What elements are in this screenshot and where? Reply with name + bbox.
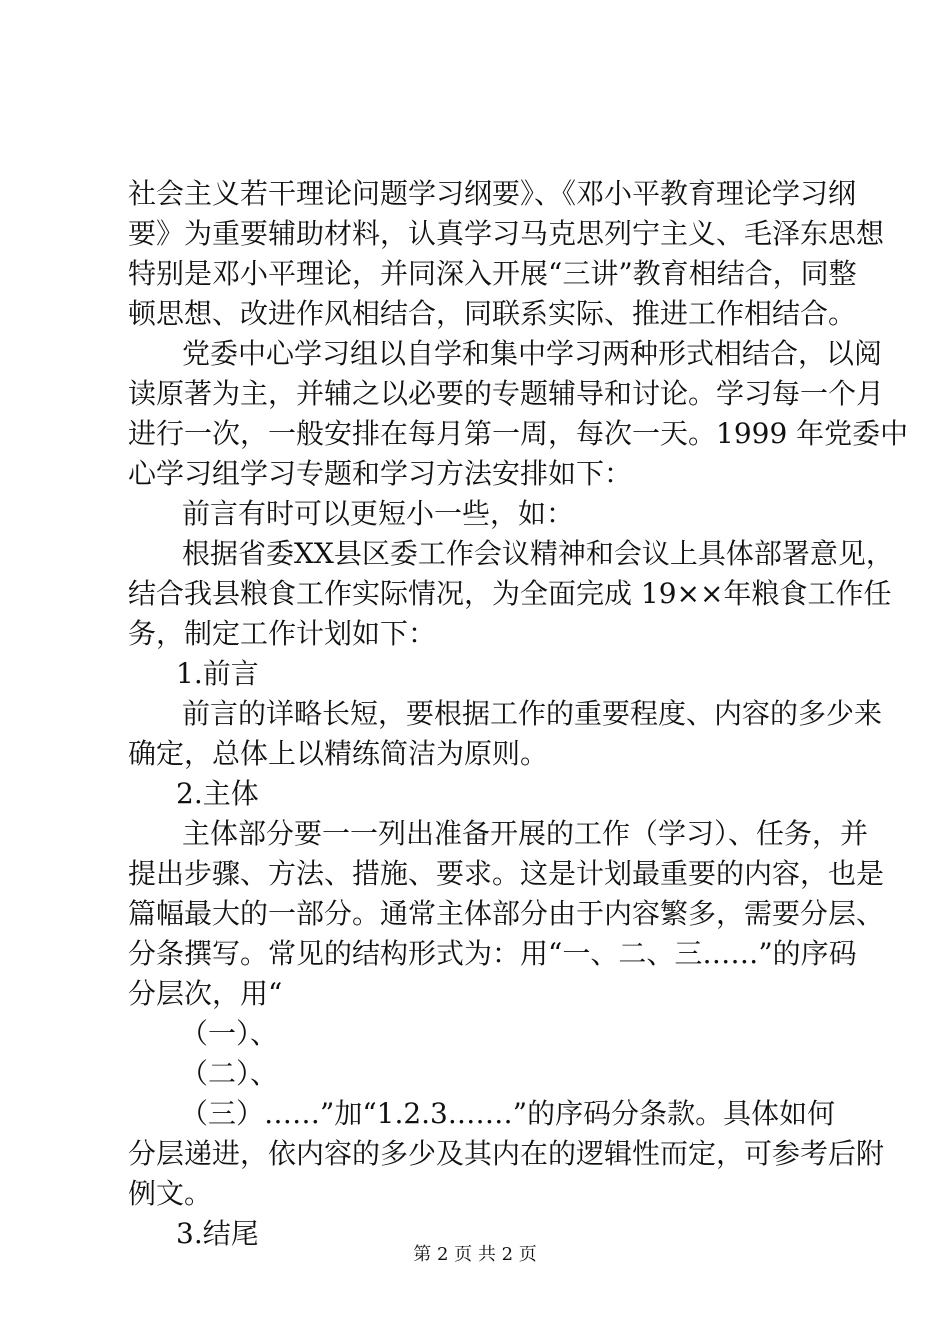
text-line: 提出步骤、方法、措施、要求。这是计划最重要的内容，也是 — [128, 857, 885, 890]
paragraph-first-line: 前言有时可以更短小一些，如： — [182, 497, 575, 530]
paragraph-first-line: 党委中心学习组以自学和集中学习两种形式相结合，以阅 — [182, 337, 883, 370]
text-line: 心学习组学习专题和学习方法安排如下： — [128, 457, 633, 490]
text-line: 分层递进，依内容的多少及其内在的逻辑性而定，可参考后附 — [128, 1137, 885, 1170]
text-line: 读原著为主，并辅之以必要的专题辅导和讨论。学习每一个月 — [128, 377, 885, 410]
text-line: 确定，总体上以精练简洁为原则。 — [128, 737, 549, 770]
paragraph-first-line: 主体部分要一一列出准备开展的工作（学习）、任务，并 — [182, 817, 869, 850]
text-line: 务，制定工作计划如下： — [128, 617, 437, 650]
text-line: 社会主义若干理论问题学习纲要》、《邓小平教育理论学习纲 — [128, 177, 857, 210]
section-heading: 1.前言 — [176, 657, 259, 690]
text-line: 结合我县粮食工作实际情况，为全面完成 19××年粮食工作任 — [128, 577, 892, 610]
list-item: （一）、 — [180, 1017, 279, 1050]
list-item: （三）……”加“1.2.3.……”的序码分条款。具体如何 — [180, 1097, 836, 1130]
paragraph-first-line: 根据省委XX县区委工作会议精神和会议上具体部署意见， — [182, 537, 894, 570]
section-heading: 3.结尾 — [176, 1217, 259, 1250]
text-line: 例文。 — [128, 1177, 213, 1210]
text-line: 篇幅最大的一部分。通常主体部分由于内容繁多，需要分层、 — [128, 897, 885, 930]
list-item: （二）、 — [180, 1057, 279, 1090]
text-line: 分条撰写。常见的结构形式为：用“一、二、三……”的序码 — [128, 937, 857, 970]
section-heading: 2.主体 — [176, 777, 259, 810]
text-line: 要》为重要辅助材料，认真学习马克思列宁主义、毛泽东思想 — [128, 217, 885, 250]
paragraph-first-line: 前言的详略长短，要根据工作的重要程度、内容的多少来 — [182, 697, 883, 730]
text-line: 分层次，用“ — [128, 977, 283, 1010]
text-line: 特别是邓小平理论，并同深入开展“三讲”教育相结合，同整 — [128, 257, 857, 290]
text-line: 进行一次，一般安排在每月第一周，每次一天。1999 年党委中 — [128, 417, 909, 450]
text-line: 顿思想、改进作风相结合，同联系实际、推进工作相结合。 — [128, 297, 857, 330]
page-footer: 第 2 页 共 2 页 — [413, 1244, 537, 1265]
